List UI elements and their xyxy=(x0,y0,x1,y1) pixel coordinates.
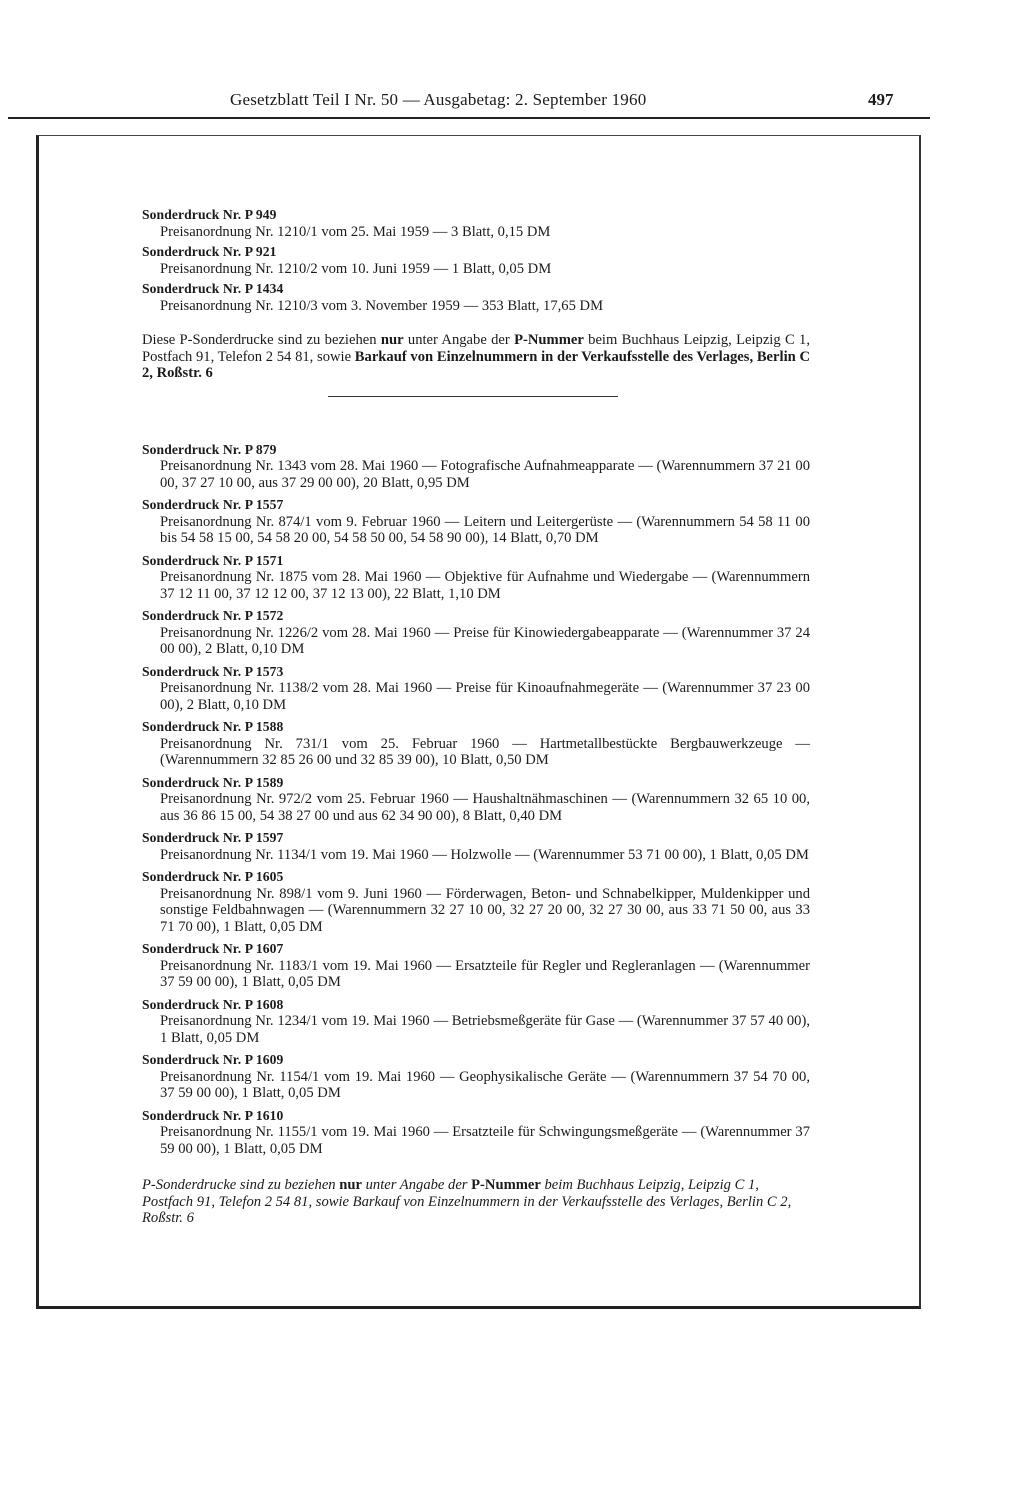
list-item xyxy=(142,869,810,935)
notice-bold: P-Nummer xyxy=(514,332,584,348)
list-item xyxy=(142,442,810,492)
entry-text: Preisanordnung Nr. 1875 vom 28. Mai 1960 — Objektive für Aufnahme und Wiedergabe — (Warennummern 37 12 11 00, 37 12 12 00, 37 12 13 00), 22 Blatt, 1,10 DM xyxy=(160,569,810,602)
list-item xyxy=(142,719,810,769)
list-item xyxy=(142,830,810,863)
entry-text: Preisanordnung Nr. 972/2 vom 25. Februar 1960 — Haushaltnähmaschinen — (Warennummern 32 65 10 00, aus 36 86 15 00, 54 38 27 00 und aus 62 34 90 00), 8 Blatt, 0,40 DM xyxy=(160,791,810,824)
entry-text: Preisanordnung Nr. 874/1 vom 9. Februar 1960 — Leitern und Leitergerüste — (Warennummern 54 58 11 00 bis 54 58 15 00, 54 58 20 00, 54 58 50 00, 54 58 90 00), 14 Blatt, 0,70 DM xyxy=(160,513,810,546)
list-item xyxy=(142,941,810,991)
entry-text: Preisanordnung Nr. 1234/1 vom 19. Mai 1960 — Betriebsmeßgeräte für Gase — (Warennummer 37 57 40 00), 1 Blatt, 0,05 DM xyxy=(160,1013,810,1046)
list-item xyxy=(142,1108,810,1158)
entry-text: Preisanordnung Nr. 1154/1 vom 19. Mai 1960 — Geophysikalische Geräte — (Warennummern 37 54 70 00, 37 59 00 00), 1 Blatt, 0,05 DM xyxy=(160,1068,810,1101)
entry-text: Preisanordnung Nr. 1226/2 vom 28. Mai 1960 — Preise für Kinowiedergabeapparate — (Warennummer 37 24 00 00), 2 Blatt, 0,10 DM xyxy=(160,624,810,657)
entry-text: Preisanordnung Nr. 898/1 vom 9. Juni 1960 — Förderwagen, Beton- und Schnabelkipper, Muldenkipper und sonstige Feldbahnwagen — (Warennummern 32 27 10 00, 32 27 20 00, 32 27 30 00, aus 33 71 50 00, aus 33 71 70 00), 1 Blatt, 0,05 DM xyxy=(160,885,810,935)
list-item xyxy=(142,997,810,1047)
header-rule xyxy=(8,117,930,119)
entry-title: Sonderdruck Nr. P 1572 xyxy=(142,608,284,623)
entry-title: Sonderdruck Nr. P 1589 xyxy=(142,774,284,790)
page-header xyxy=(0,90,1024,116)
entry-text: Preisanordnung Nr. 731/1 vom 25. Februar 1960 — Hartmetallbestückte Bergbauwerkzeuge — (Warennummern 32 85 26 00 und 32 85 39 00), 10 Blatt, 0,50 DM xyxy=(160,735,810,768)
section-1 xyxy=(142,207,810,397)
list-item xyxy=(142,244,810,277)
list-item xyxy=(142,775,810,825)
entry-title: Sonderdruck Nr. P 879 xyxy=(142,441,277,457)
entry-title: Sonderdruck Nr. P 1557 xyxy=(142,497,284,512)
content-area xyxy=(142,207,810,1227)
entry-text: Preisanordnung Nr. 1343 vom 28. Mai 1960 — Fotografische Aufnahmeapparate — (Warennummern 37 21 00 00, 37 27 10 00, aus 37 29 00 00), 20 Blatt, 0,95 DM xyxy=(160,458,810,491)
footer-note-bold: nur xyxy=(339,1177,362,1193)
list-item xyxy=(142,281,810,314)
entry-text: Preisanordnung Nr. 1134/1 vom 19. Mai 1960 — Holzwolle — (Warennummer 53 71 00 00), 1 Blatt, 0,05 DM xyxy=(160,846,809,863)
entry-text: Preisanordnung Nr. 1155/1 vom 19. Mai 1960 — Ersatzteile für Schwingungsmeßgeräte — (Warennummer 37 59 00 00), 1 Blatt, 0,05 DM xyxy=(160,1124,810,1157)
entry-title: Sonderdruck Nr. P 1571 xyxy=(142,552,284,568)
entry-title: Sonderdruck Nr. P 921 xyxy=(142,244,277,259)
footer-note-text: unter Angabe der xyxy=(361,1177,472,1193)
section-2 xyxy=(142,442,810,1227)
footer-note-text: P-Sonderdrucke sind zu beziehen xyxy=(142,1177,340,1193)
entry-title: Sonderdruck Nr. P 1608 xyxy=(142,996,284,1012)
header-title: Gesetzblatt Teil I Nr. 50 — Ausgabetag: 2. September 1960 xyxy=(230,90,647,109)
notice-bold: nur xyxy=(380,332,404,348)
footer-note-bold: P-Nummer xyxy=(471,1177,541,1193)
notice-text: unter Angabe der xyxy=(403,332,515,348)
entry-title: Sonderdruck Nr. P 1610 xyxy=(142,1107,284,1123)
entry-title: Sonderdruck Nr. P 1573 xyxy=(142,663,284,679)
list-item xyxy=(142,497,810,547)
entry-title: Sonderdruck Nr. P 1597 xyxy=(142,830,284,845)
entry-title: Sonderdruck Nr. P 949 xyxy=(142,207,277,222)
entry-text: Preisanordnung Nr. 1138/2 vom 28. Mai 1960 — Preise für Kinoaufnahmegeräte — (Warennummer 37 23 00 00), 2 Blatt, 0,10 DM xyxy=(160,680,810,713)
list-item xyxy=(142,1052,810,1102)
list-item xyxy=(142,664,810,714)
section-divider xyxy=(328,396,618,397)
list-item xyxy=(142,608,810,658)
entry-text: Preisanordnung Nr. 1210/2 vom 10. Juni 1959 — 1 Blatt, 0,05 DM xyxy=(160,260,552,277)
ordering-notice xyxy=(142,332,810,382)
entry-text: Preisanordnung Nr. 1183/1 vom 19. Mai 1960 — Ersatzteile für Regler und Regleranlagen — (Warennummer 37 59 00 00), 1 Blatt, 0,05 DM xyxy=(160,957,810,990)
entry-title: Sonderdruck Nr. P 1434 xyxy=(142,281,284,296)
entry-title: Sonderdruck Nr. P 1607 xyxy=(142,941,284,956)
entry-title: Sonderdruck Nr. P 1609 xyxy=(142,1052,284,1067)
list-item xyxy=(142,553,810,603)
list-item xyxy=(142,207,810,240)
entry-title: Sonderdruck Nr. P 1605 xyxy=(142,869,284,884)
entry-text: Preisanordnung Nr. 1210/1 vom 25. Mai 1959 — 3 Blatt, 0,15 DM xyxy=(160,223,551,240)
entry-text: Preisanordnung Nr. 1210/3 vom 3. November 1959 — 353 Blatt, 17,65 DM xyxy=(160,297,604,314)
entry-title: Sonderdruck Nr. P 1588 xyxy=(142,719,284,734)
notice-bold: Barkauf von Einzelnummern in der Verkaufsstelle des Verlages, Berlin C 2, Roßstr. 6 xyxy=(142,348,810,381)
footer-note-text: beim Buchhaus Leipzig, Leipzig C 1, Postfach 91, Telefon 2 54 81, sowie Barkauf von Einzelnummern in der Verkaufsstelle des Verlages, Berlin C 2, Roßstr. 6 xyxy=(142,1177,792,1226)
notice-text: beim Buchhaus Leipzig, Leipzig C 1, Postfach 91, Telefon 2 54 81, sowie xyxy=(142,332,810,365)
footer-ordering-note xyxy=(142,1177,810,1227)
notice-text: Diese P-Sonderdrucke sind zu beziehen xyxy=(142,332,381,348)
page-number: 497 xyxy=(868,90,894,109)
